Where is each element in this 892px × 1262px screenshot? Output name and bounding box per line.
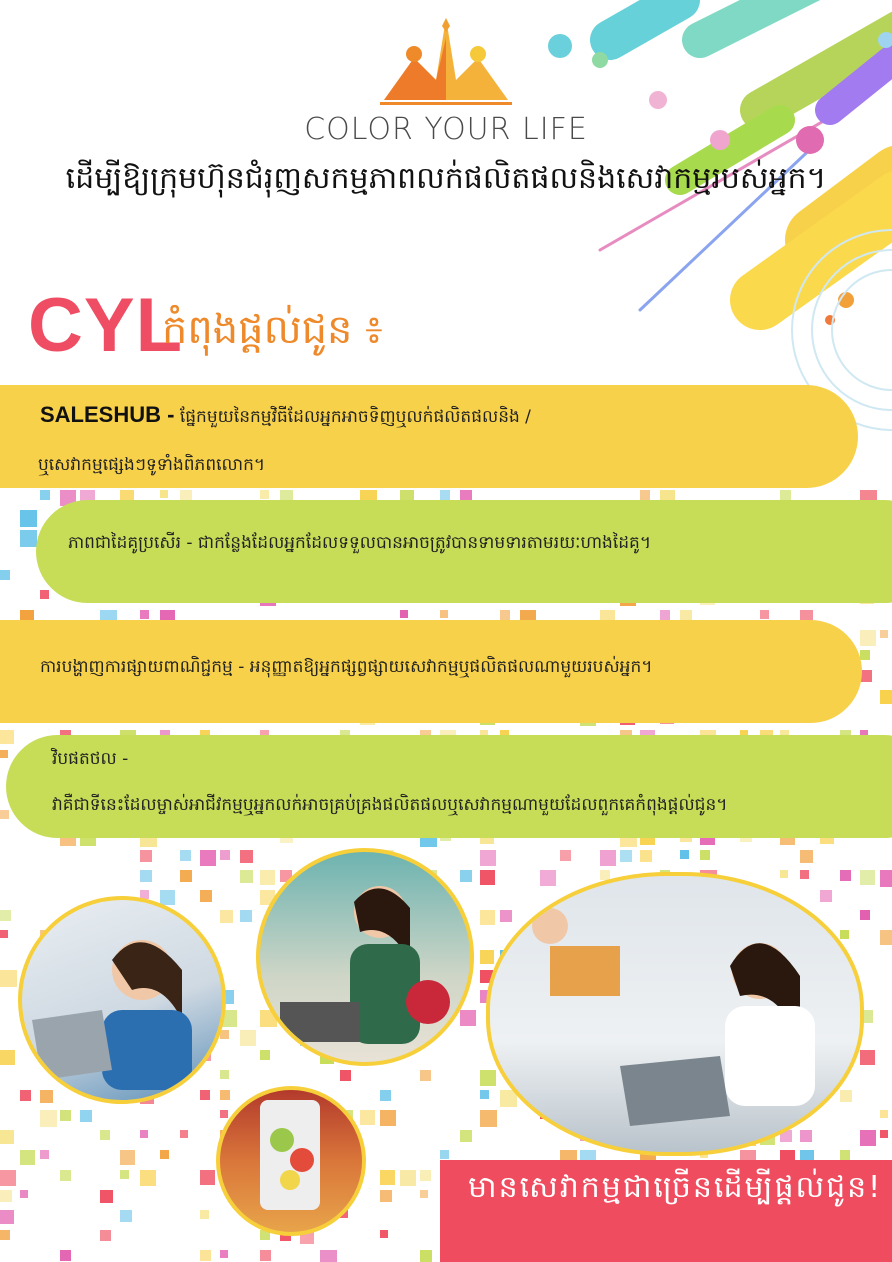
mosaic-square xyxy=(380,1230,388,1238)
service-3 xyxy=(40,656,860,681)
mosaic-square xyxy=(160,890,175,905)
mosaic-square xyxy=(40,1110,57,1127)
mosaic-square xyxy=(440,610,448,618)
mosaic-square xyxy=(440,490,450,500)
headline: ដើម្បីឱ្យក្រុមហ៊ុនជំរុញសកម្មភាពលក់ផលិតផលនិងសេវាកម្មរបស់អ្នក។ xyxy=(65,161,827,196)
mosaic-square xyxy=(340,1070,351,1081)
mosaic-square xyxy=(260,870,275,885)
mosaic-square xyxy=(860,910,870,920)
mosaic-square xyxy=(840,930,849,939)
mosaic-square xyxy=(480,1070,496,1086)
mosaic-square xyxy=(0,1170,16,1186)
mosaic-square xyxy=(840,1150,850,1160)
mosaic-square xyxy=(180,870,192,882)
mosaic-square xyxy=(320,1250,337,1262)
mosaic-square xyxy=(60,1250,71,1261)
mosaic-square xyxy=(220,1250,228,1258)
mosaic-square xyxy=(880,1110,888,1118)
mosaic-square xyxy=(160,490,168,498)
mosaic-square xyxy=(120,1150,135,1165)
mosaic-square xyxy=(460,1010,476,1026)
mosaic-square xyxy=(140,850,152,862)
mosaic-square xyxy=(420,1190,428,1198)
mosaic-square xyxy=(840,1090,852,1102)
service-1-title: SALESHUB - xyxy=(40,402,175,427)
mosaic-square xyxy=(800,1130,812,1142)
service-2 xyxy=(68,532,868,557)
mosaic-square xyxy=(400,610,408,618)
mosaic-square xyxy=(0,1190,12,1202)
mosaic-square xyxy=(600,850,616,866)
mosaic-square xyxy=(760,610,769,619)
mosaic-square xyxy=(40,1150,49,1159)
mosaic-square xyxy=(260,1250,271,1261)
service-1-desc2: ឬសេវាកម្មផ្សេងៗទូទាំងពិភពលោក។ xyxy=(38,455,266,475)
mosaic-square xyxy=(200,890,212,902)
mosaic-square xyxy=(60,1110,71,1121)
mosaic-square xyxy=(460,1130,472,1142)
mosaic-square xyxy=(0,1130,14,1144)
mosaic-square xyxy=(180,850,191,861)
mosaic-square xyxy=(140,1170,156,1186)
crown-people-logo xyxy=(380,18,512,105)
mosaic-square xyxy=(640,850,652,862)
mosaic-square xyxy=(140,610,149,619)
mosaic-square xyxy=(200,1210,209,1219)
mosaic-square xyxy=(100,1130,110,1140)
mosaic-square xyxy=(800,870,809,879)
mosaic-square xyxy=(0,1050,15,1065)
mosaic-square xyxy=(0,1210,14,1224)
mosaic-square xyxy=(140,1130,148,1138)
photo-fruit-phone xyxy=(216,1086,366,1236)
service-3-desc: អនុញ្ញាតឱ្យអ្នកផ្សព្វផ្សាយសេវាកម្មឬផលិតផលណាមួយរបស់អ្នក។ xyxy=(249,657,653,677)
mosaic-square xyxy=(700,850,710,860)
mosaic-square xyxy=(800,850,813,863)
mosaic-square xyxy=(860,1050,875,1065)
service-4-title: វិបផតថល - xyxy=(52,749,129,769)
mosaic-square xyxy=(480,1110,497,1127)
mosaic-square xyxy=(200,850,216,866)
promo-text: មានសេវាកម្មជាច្រើនដើម្បីផ្តល់ជូន! xyxy=(468,1170,883,1205)
offer-label: កំពុងផ្តល់ជូន ៖ xyxy=(162,307,383,353)
mosaic-square xyxy=(860,1130,876,1146)
service-1-desc: ផ្នែកមួយនៃកម្មវិធីដែលអ្នកអាចទិញឬលក់ផលិតផលនិង / xyxy=(179,407,531,427)
mosaic-square xyxy=(480,910,495,925)
mosaic-square xyxy=(220,850,230,860)
mosaic-square xyxy=(200,1170,215,1185)
mosaic-square xyxy=(220,1110,228,1118)
mosaic-square xyxy=(0,930,8,938)
mosaic-square xyxy=(40,590,49,599)
mosaic-square xyxy=(420,1070,431,1081)
mosaic-square xyxy=(400,1170,416,1186)
mosaic-square xyxy=(0,1230,10,1240)
service-1 xyxy=(40,402,840,431)
mosaic-square xyxy=(160,1150,169,1159)
mosaic-square xyxy=(60,1170,71,1181)
mosaic-square xyxy=(20,1090,31,1101)
mosaic-square xyxy=(0,750,8,758)
mosaic-square xyxy=(100,1190,113,1203)
mosaic-square xyxy=(240,1030,256,1046)
mosaic-square xyxy=(640,490,650,500)
mosaic-square xyxy=(380,1190,392,1202)
mosaic-square xyxy=(240,910,252,922)
mosaic-square xyxy=(380,1110,396,1126)
mosaic-square xyxy=(20,1190,28,1198)
mosaic-square xyxy=(360,1110,375,1125)
mosaic-square xyxy=(140,870,152,882)
mosaic-square xyxy=(200,1090,210,1100)
mosaic-square xyxy=(860,870,875,885)
mosaic-square xyxy=(480,950,494,964)
mosaic-square xyxy=(880,930,892,945)
mosaic-square xyxy=(0,970,17,987)
mosaic-square xyxy=(880,630,888,638)
mosaic-square xyxy=(0,730,14,744)
mosaic-square xyxy=(220,1090,230,1100)
mosaic-square xyxy=(840,870,851,881)
mosaic-square xyxy=(860,630,876,646)
mosaic-square xyxy=(200,1250,211,1261)
mosaic-square xyxy=(120,1210,132,1222)
mosaic-square xyxy=(440,1150,449,1159)
mosaic-square xyxy=(880,690,892,704)
mosaic-square xyxy=(0,570,10,580)
mosaic-square xyxy=(820,890,832,902)
mosaic-square xyxy=(240,870,253,883)
service-2-title: ភាពជាដៃគូប្រសើរ - xyxy=(68,533,193,553)
mosaic-square xyxy=(500,610,510,620)
mosaic-square xyxy=(100,1230,111,1241)
mosaic-square xyxy=(680,850,689,859)
service-3-title: ការបង្ហាញការផ្សាយពាណិជ្ជកម្ម - xyxy=(40,657,245,677)
mosaic-square xyxy=(40,490,50,500)
mosaic-square xyxy=(500,910,512,922)
mosaic-square xyxy=(540,870,556,886)
mosaic-square xyxy=(860,650,870,660)
photo-excited-woman-laptop xyxy=(18,896,226,1104)
mosaic-square xyxy=(240,850,253,863)
mosaic-square xyxy=(80,1110,92,1122)
mosaic-square xyxy=(480,1090,489,1099)
photo-florist-shop xyxy=(256,848,474,1066)
mosaic-square xyxy=(480,870,495,885)
service-2-desc: ជាកន្លែងដែលអ្នកដែលទទួលបានអាចត្រូវបានទាមទារតាមរយៈហាងដៃគូ។ xyxy=(197,533,652,553)
mosaic-square xyxy=(0,910,11,921)
offer-abbr: CYL xyxy=(28,283,183,368)
mosaic-square xyxy=(620,850,632,862)
mosaic-square xyxy=(220,1030,229,1039)
mosaic-square xyxy=(0,810,9,819)
mosaic-square xyxy=(260,490,269,499)
mosaic-square xyxy=(40,1090,53,1103)
mosaic-square xyxy=(880,870,892,887)
mosaic-square xyxy=(120,1170,129,1179)
mosaic-square xyxy=(460,870,472,882)
mosaic-square xyxy=(780,870,788,878)
photo-woman-phone-laptop xyxy=(486,872,864,1156)
mosaic-square xyxy=(180,1130,188,1138)
mosaic-square xyxy=(260,1050,270,1060)
mosaic-square xyxy=(220,910,233,923)
service-band-4 xyxy=(6,735,892,838)
mosaic-square xyxy=(380,1090,391,1101)
brand-name: COLOR YOUR LIFE xyxy=(304,112,588,147)
mosaic-square xyxy=(220,1070,229,1079)
service-4-desc: វាគឺជាទីនេះដែលម្ចាស់អាជីវកម្មឬអ្នកលក់អាចគ្រប់គ្រងផលិតផលឬសេវាកម្មណាមួយដែលពួកគេកំពុងផ្តល់ជូន។ xyxy=(52,795,728,815)
mosaic-square xyxy=(560,850,571,861)
mosaic-square xyxy=(880,1130,888,1138)
mosaic-square xyxy=(480,850,496,866)
mosaic-square xyxy=(380,1170,395,1185)
mosaic-square xyxy=(420,1170,431,1181)
mosaic-square xyxy=(420,1250,432,1262)
mosaic-square xyxy=(20,510,37,527)
mosaic-square xyxy=(20,530,37,547)
mosaic-square xyxy=(660,610,670,620)
mosaic-square xyxy=(20,1150,35,1165)
